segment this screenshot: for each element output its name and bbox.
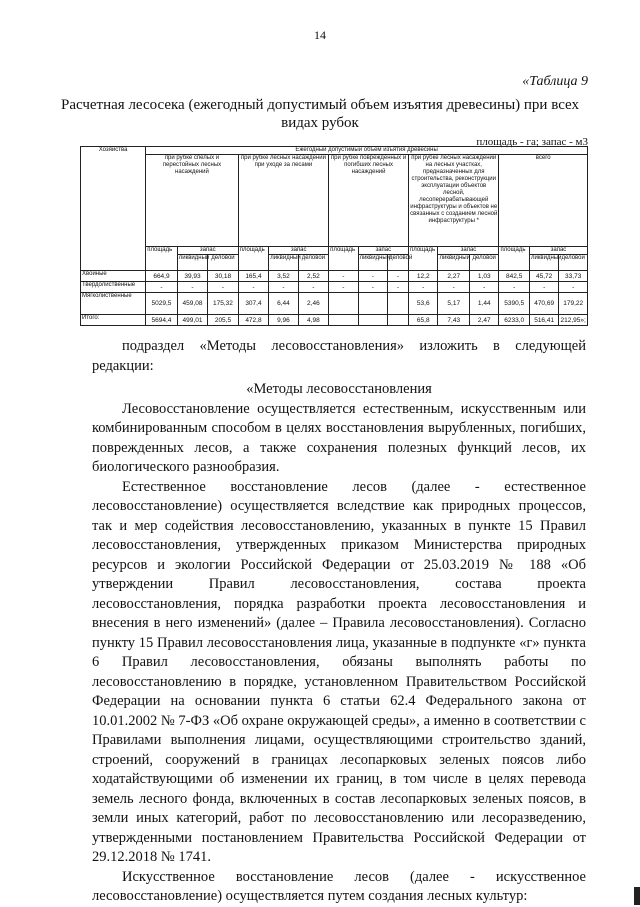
units-note: площадь - га; запас - м3 bbox=[476, 136, 588, 148]
table-cell: 7,43 bbox=[438, 315, 470, 326]
group-header: при рубке поврежденных и погибших лесных насаждений bbox=[329, 155, 409, 247]
table-cell: 39,93 bbox=[177, 271, 207, 282]
col-group-header: Ежегодный допустимый объем изъятия древесины bbox=[146, 147, 588, 155]
stock-header: запас bbox=[358, 247, 408, 255]
group-header: всего bbox=[499, 155, 588, 247]
table-cell: - bbox=[559, 282, 588, 293]
table-cell: - bbox=[269, 282, 298, 293]
table-cell: 6,44 bbox=[269, 293, 298, 315]
table-cell: - bbox=[409, 282, 438, 293]
table-cell: 516,41 bbox=[529, 315, 558, 326]
table-cell: 6233,0 bbox=[499, 315, 529, 326]
table-cell: - bbox=[208, 282, 238, 293]
table-cell: - bbox=[529, 282, 558, 293]
paragraph: подраздел «Методы лесовосстановления» изложить в следующей редакции: bbox=[92, 338, 586, 374]
stock-header: запас bbox=[177, 247, 238, 255]
business-header: деловой bbox=[388, 255, 409, 271]
table-cell: 459,08 bbox=[177, 293, 207, 315]
table-cell: 4,98 bbox=[298, 315, 328, 326]
table-cell: 33,73 bbox=[559, 271, 588, 282]
liquid-header: ликвидный bbox=[177, 255, 207, 271]
table-cell bbox=[358, 293, 387, 315]
row-label: Твердолиственные bbox=[81, 282, 146, 293]
table-title: Расчетная лесосека (ежегодный допустимый объем изъятия древесины) при всех видах рубок bbox=[61, 97, 579, 131]
table-cell: - bbox=[358, 271, 387, 282]
area-header: площадь bbox=[499, 247, 529, 271]
table-cell: 5694,4 bbox=[146, 315, 178, 326]
body-text bbox=[92, 337, 586, 907]
scan-edge-mark bbox=[634, 887, 640, 905]
table-cell bbox=[329, 315, 358, 326]
table-cell: 2,27 bbox=[438, 271, 470, 282]
table-cell: - bbox=[329, 282, 358, 293]
table-cell: 179,22 bbox=[559, 293, 588, 315]
col-farm-header: Хозяйства bbox=[81, 147, 146, 271]
table-cell: - bbox=[499, 282, 529, 293]
stock-header: запас bbox=[269, 247, 329, 255]
table-body bbox=[81, 271, 588, 326]
table-cell bbox=[388, 293, 409, 315]
table-cell: 2,46 bbox=[298, 293, 328, 315]
row-label: Мягколиственные bbox=[81, 293, 146, 315]
table-cell: 5029,5 bbox=[146, 293, 178, 315]
paragraph: Лесовосстановление осуществляется естественным, искусственным или комбинированным способом в целях восстановления вырубленных, погибших, поврежденных лесов, а также сохранения полезных функций лесов, их биологического разнообразия. bbox=[92, 400, 586, 475]
table-cell: - bbox=[470, 282, 499, 293]
table-cell: - bbox=[358, 282, 387, 293]
table-cell: 9,96 bbox=[269, 315, 298, 326]
table-cell: 499,01 bbox=[177, 315, 207, 326]
table-cell: - bbox=[298, 282, 328, 293]
table-cell: 205,5 bbox=[208, 315, 238, 326]
page-number: 14 bbox=[314, 28, 326, 42]
table-cell: 212,95»; bbox=[560, 316, 586, 324]
paragraph: Искусственное восстановление лесов (далее - искусственное лесовосстановление) осуществляется путем создания лесных культур: bbox=[92, 868, 586, 904]
liquid-header: ликвидный bbox=[529, 255, 558, 271]
area-header: площадь bbox=[329, 247, 358, 271]
area-header: площадь bbox=[146, 247, 178, 271]
table-cell: 12,2 bbox=[409, 271, 438, 282]
table-cell: - bbox=[438, 282, 470, 293]
table-cell: 3,52 bbox=[269, 271, 298, 282]
table-row bbox=[81, 282, 588, 293]
table-cell: 664,9 bbox=[146, 271, 178, 282]
business-header: деловой bbox=[298, 255, 328, 271]
table-cell bbox=[358, 315, 387, 326]
table-cell: 175,32 bbox=[208, 293, 238, 315]
table-cell: 472,8 bbox=[238, 315, 268, 326]
business-header: деловой bbox=[208, 255, 238, 271]
table-cell: 2,52 bbox=[298, 271, 328, 282]
stock-header: запас bbox=[438, 247, 499, 255]
table-row bbox=[81, 271, 588, 282]
table-cell: 53,6 bbox=[409, 293, 438, 315]
table-row bbox=[81, 293, 588, 315]
group-header: при рубке спелых и перестойных лесных насаждений bbox=[146, 155, 239, 247]
table-cell: 1,44 bbox=[470, 293, 499, 315]
table-cell: - bbox=[388, 282, 409, 293]
table-cell: - bbox=[146, 282, 178, 293]
table-row bbox=[81, 315, 588, 326]
table-cell: 65,8 bbox=[409, 315, 438, 326]
table-cell: 1,03 bbox=[470, 271, 499, 282]
table-cell: 30,18 bbox=[208, 271, 238, 282]
table-cell bbox=[388, 315, 409, 326]
liquid-header: ликвидный bbox=[438, 255, 470, 271]
table-label: «Таблица 9 bbox=[522, 74, 588, 89]
section-heading: «Методы лесовосстановления bbox=[246, 381, 432, 397]
liquid-header: ликвидный bbox=[269, 255, 298, 271]
business-header: деловой bbox=[470, 255, 499, 271]
area-header: площадь bbox=[238, 247, 268, 271]
group-header: при рубке лесных насаждений при уходе за лесами bbox=[238, 155, 328, 247]
paragraph: Естественное восстановление лесов (далее - естественное лесовосстановление) осуществляется вследствие как природных процессов, так и мер содействия лесовосстановлению, указанных в пункте 15 Правил лесовосстановления, утвержденных приказом Министерства природных ресурсов и экологии Российской Федерации от 25.03.2019 № 188 «Об утверждении Правил лесовосстановления, состава проекта лесовосстановления, порядка разработки проекта лесовосстановления и внесения в него изменений» (далее – Правила лесовосстановления). Согласно пункту 15 Правил лесовосстановления лица, указанные в подпункте «г» пункта 6 Правил лесовосстановления, обязаны выполнять работы по лесовосстановлению в порядке, установленном Правительством Российской Федерации на основании пункта 6 статьи 62.4 Федерального закона от 10.01.2002 № 7-ФЗ «Об охране окружающей среды», а именно в соответствии с Правилами выполнения лицами, осуществляющими строительство зданий, строений, сооружений в границах лесопарковых зеленых поясов либо ходатайствующими об изменении их границ, в том числе в целях перевода земель лесного фонда, включенных в состав лесопарковых зеленых поясов, в земли иных категорий, работ по лесовосстановлению или лесоразведению, утвержденными постановлением Правительства Российской Федерации от 29.12.2018 № 1741. bbox=[92, 478, 586, 865]
row-label: Итого: bbox=[81, 315, 146, 326]
business-header: деловой bbox=[559, 255, 588, 271]
table-cell: - bbox=[388, 271, 409, 282]
table-cell bbox=[329, 293, 358, 315]
data-table bbox=[80, 146, 588, 326]
table-cell: 165,4 bbox=[238, 271, 268, 282]
table-cell: 5,17 bbox=[438, 293, 470, 315]
table-cell: 307,4 bbox=[238, 293, 268, 315]
table-cell: - bbox=[329, 271, 358, 282]
table-cell: 470,69 bbox=[529, 293, 558, 315]
table-cell: 45,72 bbox=[529, 271, 558, 282]
table-cell: - bbox=[177, 282, 207, 293]
table-cell: 842,5 bbox=[499, 271, 529, 282]
liquid-header: ликвидный bbox=[358, 255, 387, 271]
table-cell: 2,47 bbox=[470, 315, 499, 326]
area-header: площадь bbox=[409, 247, 438, 271]
stock-header: запас bbox=[529, 247, 587, 255]
table-cell: 5390,5 bbox=[499, 293, 529, 315]
table-cell: - bbox=[238, 282, 268, 293]
group-header: при рубке лесных насаждений на лесных участках, предназначенных для строительства, реконструкции эксплуатации объектов лесной, лесоперерабатывающей инфраструктуры и объектов не связанных с созданием лесной инфраструктуры * bbox=[409, 155, 499, 247]
row-label: Хвойные bbox=[81, 271, 146, 282]
